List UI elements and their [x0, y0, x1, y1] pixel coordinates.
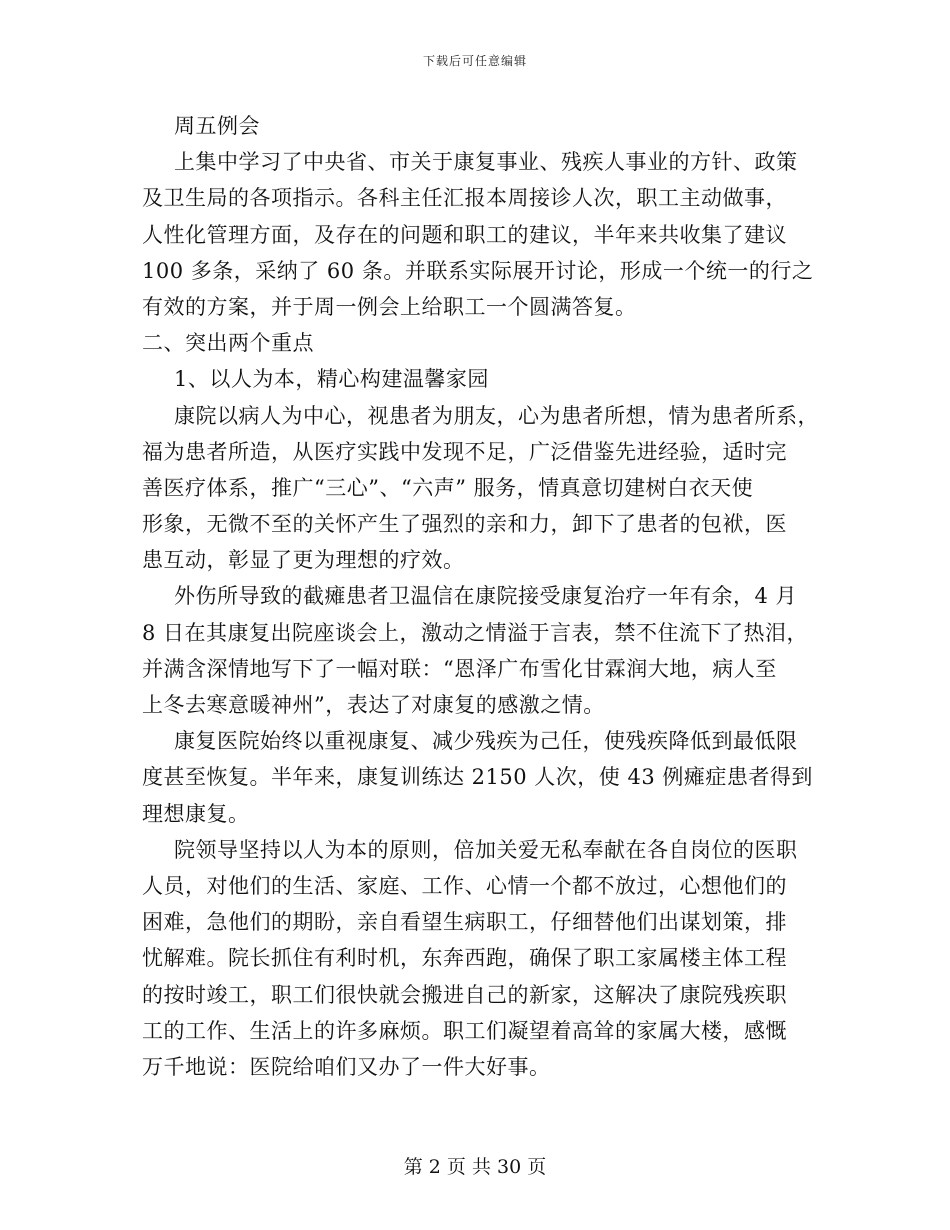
- text-line: 有效的方案，并于周一例会上给职工一个圆满答复。: [142, 294, 637, 319]
- text-line: 度甚至恢复。半年来，康复训练达 2150 人次，使 43 例瘫症患者得到: [142, 765, 813, 790]
- footer-middle: 页 共: [446, 1156, 491, 1178]
- text-line: 的按时竣工，职工们很快就会搬进自己的新家，这解决了康院残疾职: [142, 982, 787, 1007]
- text-line: 工的工作、生活上的许多麻烦。职工们凝望着高耸的家属大楼，感慨: [142, 1018, 787, 1043]
- text-line: 8 日在其康复出院座谈会上，激动之情溢于言表，禁不住流下了热泪，: [142, 620, 809, 645]
- text-line: 上集中学习了中央省、市关于康复事业、残疾人事业的方针、政策: [174, 150, 798, 175]
- total-pages-number: 30: [497, 1156, 522, 1178]
- text-line: 忧解难。院长抓住有利时机，东奔西跑，确保了职工家属楼主体工程: [142, 946, 787, 971]
- text-line: 外伤所导致的截瘫患者卫温信在康院接受康复治疗一年有余，4 月: [174, 584, 798, 609]
- text-line: 及卫生局的各项指示。各科主任汇报本周接诊人次，职工主动做事，: [142, 186, 787, 211]
- text-line: 并满含深情地写下了一幅对联：“恩泽广布雪化甘霖润大地，病人至: [142, 656, 777, 681]
- footer-suffix: 页: [527, 1156, 547, 1178]
- text-line: 人性化管理方面，及存在的问题和职工的建议，半年来共收集了建议: [142, 222, 787, 247]
- text-line: 万千地说：医院给咱们又办了一件大好事。: [142, 1054, 551, 1079]
- current-page-number: 2: [428, 1156, 441, 1178]
- text-line: 上冬去寒意暖神州”，表达了对康复的感激之情。: [142, 693, 605, 717]
- page-header-note: 下载后可任意编辑: [422, 54, 527, 68]
- text-line: 形象，无微不至的关怀产生了强烈的亲和力，卸下了患者的包袱，医: [142, 512, 787, 537]
- text-line: 人员，对他们的生活、家庭、工作、心情一个都不放过，心想他们的: [142, 873, 787, 898]
- document-body: [142, 108, 822, 1085]
- text-line: 福为患者所造，从医疗实践中发现不足，广泛借鉴先进经验，适时完: [142, 439, 787, 464]
- text-line: 困难，急他们的期盼，亲自看望生病职工，仔细替他们出谋划策，排: [142, 910, 787, 935]
- text-line: 院领导坚持以人为本的原则，倍加关爱无私奉献在各自岗位的医职: [174, 837, 798, 862]
- text-line: 康复医院始终以重视康复、减少残疾为己任，使残疾降低到最低限: [174, 729, 798, 754]
- page-footer: [0, 1152, 950, 1179]
- text-line: 理想康复。: [142, 801, 250, 826]
- subsection-heading: 1、以人为本，精心构建温馨家园: [174, 367, 489, 392]
- text-line: 康院以病人为中心，视患者为朋友，心为患者所想，情为患者所系，: [174, 403, 819, 428]
- text-line: 周五例会: [174, 114, 260, 138]
- text-line: 患互动，彰显了更为理想的疗效。: [142, 548, 465, 573]
- text-line: 善医疗体系，推广“三心”、“六声” 服务，情真意切建树白衣天使: [142, 475, 754, 500]
- footer-prefix: 第: [403, 1156, 423, 1178]
- section-heading: 二、突出两个重点: [142, 331, 314, 356]
- text-line: 100 多条，采纳了 60 条。并联系实际展开讨论，形成一个统一的行之: [142, 258, 814, 283]
